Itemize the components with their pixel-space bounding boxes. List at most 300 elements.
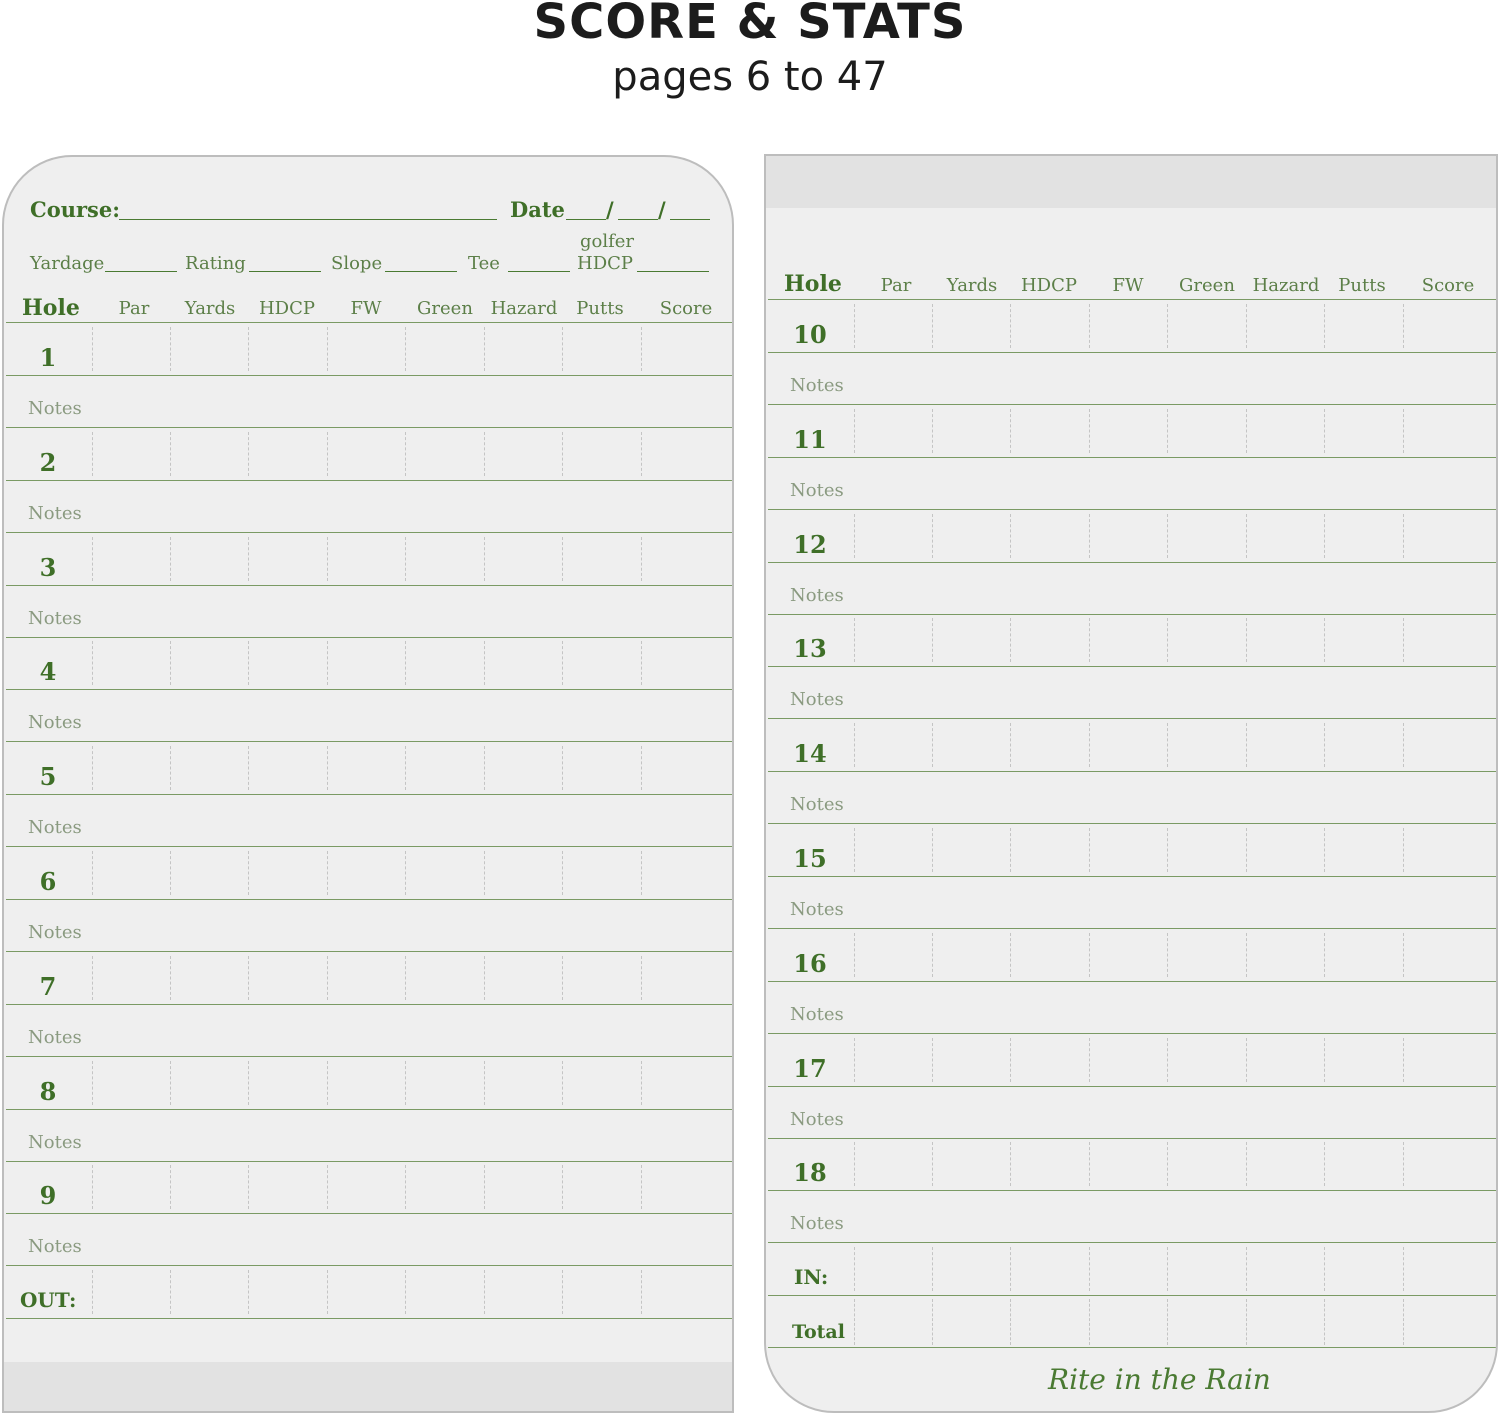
- score-cell-hdcp[interactable]: [1011, 1036, 1088, 1084]
- score-cell-hazard[interactable]: [1247, 826, 1323, 874]
- score-cell-green[interactable]: [1168, 512, 1245, 560]
- score-cell-hdcp[interactable]: [1011, 826, 1088, 874]
- score-cell-par[interactable]: [93, 430, 169, 478]
- page-title: SCORE & STATS: [533, 0, 967, 50]
- tee-field[interactable]: [508, 271, 570, 272]
- notes-field[interactable]: [866, 880, 1486, 926]
- score-cell-par[interactable]: [855, 1036, 931, 1084]
- score-cell-hdcp[interactable]: [1011, 616, 1088, 664]
- score-cell-yards[interactable]: [171, 1163, 247, 1211]
- score-cell-hazard[interactable]: [485, 744, 561, 792]
- score-cell-score[interactable]: [1404, 721, 1493, 769]
- column-header-yards: Yards: [184, 298, 236, 319]
- score-cell-yards[interactable]: [933, 616, 1009, 664]
- yardage-label: Yardage: [30, 253, 105, 274]
- notes-label: Notes: [790, 1003, 844, 1025]
- score-cell-hdcp[interactable]: [249, 430, 326, 478]
- score-cell-yards[interactable]: [171, 639, 247, 687]
- notes-label: Notes: [28, 817, 82, 839]
- notes-field[interactable]: [866, 1194, 1486, 1240]
- score-cell-green[interactable]: [1168, 1140, 1245, 1188]
- row-divider: [768, 876, 1496, 877]
- notes-label: Notes: [28, 1131, 82, 1153]
- score-cell-par[interactable]: [93, 1059, 169, 1107]
- score-cell-fw[interactable]: [328, 639, 404, 687]
- cell-divider: [1403, 1247, 1404, 1291]
- notes-field[interactable]: [104, 1008, 724, 1054]
- hole-number: 5: [39, 762, 57, 792]
- cell-divider: [405, 1270, 406, 1314]
- hole-number: 10: [793, 320, 827, 349]
- row-divider: [768, 666, 1496, 667]
- score-cell-hdcp[interactable]: [249, 535, 326, 583]
- score-cell-green[interactable]: [1168, 1036, 1245, 1084]
- score-cell-yards[interactable]: [933, 1140, 1009, 1188]
- yardage-field[interactable]: [105, 271, 177, 272]
- hole-number: 4: [39, 657, 57, 687]
- hole-number: 14: [793, 739, 827, 769]
- row-divider: [768, 457, 1496, 458]
- score-cell-hazard[interactable]: [485, 430, 561, 478]
- score-cell-hdcp[interactable]: [1011, 512, 1088, 560]
- cell-divider: [484, 1270, 485, 1314]
- score-cell-score[interactable]: [1404, 302, 1493, 350]
- score-cell-green[interactable]: [406, 430, 483, 478]
- notes-label: Notes: [790, 1213, 844, 1235]
- score-cell-hazard[interactable]: [485, 954, 561, 1002]
- column-header-putts: Putts: [576, 298, 624, 319]
- score-cell-score[interactable]: [642, 535, 731, 583]
- score-cell-putts[interactable]: [1325, 721, 1402, 769]
- column-header-score: Score: [1421, 275, 1475, 296]
- row-divider: [6, 532, 734, 533]
- score-cell-green[interactable]: [406, 1059, 483, 1107]
- notes-field[interactable]: [866, 566, 1486, 612]
- cell-divider: [641, 1270, 642, 1314]
- score-cell-score[interactable]: [642, 1059, 731, 1107]
- notes-label: Notes: [790, 375, 844, 396]
- score-cell-putts[interactable]: [563, 744, 640, 792]
- hole-number: 3: [39, 552, 57, 582]
- score-cell-fw[interactable]: [1090, 826, 1166, 874]
- score-cell-hdcp[interactable]: [249, 744, 326, 792]
- hole-number: 13: [793, 634, 827, 664]
- cell-divider: [854, 1299, 855, 1345]
- score-cell-green[interactable]: [1168, 826, 1245, 874]
- hole-number: 12: [793, 529, 827, 559]
- score-cell-par[interactable]: [855, 302, 931, 350]
- column-header-green: Green: [417, 298, 473, 319]
- row-divider: [768, 509, 1496, 510]
- cell-divider: [1089, 1247, 1090, 1291]
- notes-field[interactable]: [104, 589, 724, 635]
- cell-divider: [1403, 1299, 1404, 1345]
- row-divider: [6, 846, 734, 847]
- cell-divider: [932, 1299, 933, 1345]
- score-cell-hdcp[interactable]: [249, 325, 326, 373]
- score-cell-green[interactable]: [1168, 721, 1245, 769]
- row-divider: [768, 718, 1496, 719]
- row-divider: [768, 1138, 1496, 1139]
- date-day-field[interactable]: [618, 219, 658, 220]
- hole-column-header: Hole: [784, 271, 842, 297]
- date-slash: /: [606, 197, 614, 222]
- score-cell-putts[interactable]: [563, 1059, 640, 1107]
- header-divider: [768, 299, 1496, 300]
- cell-divider: [1324, 1247, 1325, 1291]
- score-cell-score[interactable]: [1404, 826, 1493, 874]
- notes-field[interactable]: [104, 903, 724, 949]
- cell-divider: [854, 1247, 855, 1291]
- row-divider: [768, 404, 1496, 405]
- score-cell-par[interactable]: [855, 931, 931, 979]
- score-cell-hdcp[interactable]: [1011, 302, 1088, 350]
- score-cell-par[interactable]: [855, 1140, 931, 1188]
- column-header-hazard: Hazard: [1252, 275, 1320, 296]
- score-cell-fw[interactable]: [1090, 407, 1166, 455]
- date-slash: /: [658, 197, 666, 222]
- cell-divider: [327, 1270, 328, 1314]
- score-cell-par[interactable]: [93, 325, 169, 373]
- cell-divider: [92, 1270, 93, 1314]
- column-header-par: Par: [880, 275, 912, 296]
- score-cell-yards[interactable]: [171, 954, 247, 1002]
- score-cell-score[interactable]: [642, 849, 731, 897]
- score-cell-hazard[interactable]: [1247, 616, 1323, 664]
- hole-number: 11: [793, 424, 827, 454]
- score-cell-fw[interactable]: [328, 1163, 404, 1211]
- score-cell-hdcp[interactable]: [1011, 1140, 1088, 1188]
- hole-number: 2: [39, 447, 57, 477]
- score-cell-yards[interactable]: [171, 744, 247, 792]
- hole-number: 15: [793, 844, 827, 873]
- row-divider: [6, 1056, 734, 1057]
- score-cell-green[interactable]: [406, 954, 483, 1002]
- hole-number: 8: [39, 1076, 57, 1106]
- score-cell-hazard[interactable]: [1247, 721, 1323, 769]
- row-divider: [768, 981, 1496, 982]
- score-cell-hazard[interactable]: [1247, 1036, 1323, 1084]
- cell-divider: [1010, 1299, 1011, 1345]
- score-cell-green[interactable]: [1168, 407, 1245, 455]
- score-cell-par[interactable]: [93, 639, 169, 687]
- score-cell-hdcp[interactable]: [249, 1059, 326, 1107]
- score-cell-green[interactable]: [406, 849, 483, 897]
- cell-divider: [248, 1270, 249, 1314]
- score-cell-putts[interactable]: [1325, 1036, 1402, 1084]
- score-cell-fw[interactable]: [328, 325, 404, 373]
- hole-number: 9: [39, 1181, 57, 1211]
- score-cell-score[interactable]: [642, 325, 731, 373]
- notes-label: Notes: [790, 899, 844, 920]
- score-cell-par[interactable]: [855, 721, 931, 769]
- score-cell-yards[interactable]: [171, 535, 247, 583]
- score-cell-putts[interactable]: [563, 954, 640, 1002]
- column-header-fw: FW: [1112, 275, 1144, 296]
- score-cell-fw[interactable]: [1090, 1036, 1166, 1084]
- score-cell-hazard[interactable]: [485, 639, 561, 687]
- score-cell-fw[interactable]: [328, 849, 404, 897]
- row-divider: [6, 375, 734, 376]
- slope-field[interactable]: [385, 271, 457, 272]
- row-divider: [6, 741, 734, 742]
- score-cell-fw[interactable]: [1090, 302, 1166, 350]
- score-cell-yards[interactable]: [933, 931, 1009, 979]
- score-cell-yards[interactable]: [933, 407, 1009, 455]
- header-divider: [6, 322, 734, 323]
- rating-field[interactable]: [249, 271, 321, 272]
- score-cell-hazard[interactable]: [1247, 931, 1323, 979]
- notes-field[interactable]: [866, 356, 1486, 402]
- cell-divider: [170, 1270, 171, 1314]
- golfer-hdcp-field[interactable]: [637, 271, 709, 272]
- score-cell-score[interactable]: [1404, 931, 1493, 979]
- out-total-label: OUT:: [20, 1288, 77, 1313]
- row-divider: [768, 771, 1496, 772]
- score-cell-fw[interactable]: [328, 954, 404, 1002]
- score-cell-yards[interactable]: [933, 826, 1009, 874]
- score-cell-fw[interactable]: [1090, 1140, 1166, 1188]
- row-divider: [6, 951, 734, 952]
- score-cell-yards[interactable]: [933, 1036, 1009, 1084]
- score-cell-par[interactable]: [855, 616, 931, 664]
- score-cell-yards[interactable]: [171, 430, 247, 478]
- score-cell-hazard[interactable]: [1247, 512, 1323, 560]
- notes-label: Notes: [28, 1236, 82, 1258]
- score-cell-green[interactable]: [1168, 616, 1245, 664]
- row-divider: [6, 1213, 734, 1214]
- score-cell-putts[interactable]: [1325, 512, 1402, 560]
- column-header-hazard: Hazard: [490, 298, 558, 319]
- scorecard-back-page: [764, 154, 1498, 1413]
- bottom-margin-band: [4, 1362, 732, 1413]
- notes-label: Notes: [790, 584, 844, 606]
- rating-label: Rating: [185, 253, 246, 274]
- row-divider: [6, 1109, 734, 1110]
- column-header-fw: FW: [350, 298, 382, 319]
- row-divider: [768, 823, 1496, 824]
- score-cell-fw[interactable]: [328, 535, 404, 583]
- score-cell-par[interactable]: [855, 826, 931, 874]
- score-cell-yards[interactable]: [933, 512, 1009, 560]
- score-cell-hdcp[interactable]: [1011, 931, 1088, 979]
- score-cell-hdcp[interactable]: [249, 639, 326, 687]
- score-cell-putts[interactable]: [563, 535, 640, 583]
- row-divider: [6, 1318, 734, 1319]
- score-cell-green[interactable]: [1168, 302, 1245, 350]
- score-cell-par[interactable]: [855, 512, 931, 560]
- score-cell-fw[interactable]: [1090, 721, 1166, 769]
- score-cell-par[interactable]: [855, 407, 931, 455]
- notes-field[interactable]: [104, 1113, 724, 1159]
- score-cell-hdcp[interactable]: [249, 954, 326, 1002]
- score-cell-yards[interactable]: [171, 849, 247, 897]
- row-divider: [768, 1295, 1496, 1296]
- score-cell-putts[interactable]: [1325, 302, 1402, 350]
- row-divider: [6, 899, 734, 900]
- score-cell-putts[interactable]: [563, 639, 640, 687]
- hole-number: 18: [793, 1158, 827, 1188]
- score-cell-score[interactable]: [642, 1163, 731, 1211]
- row-divider: [768, 562, 1496, 563]
- cell-divider: [1246, 1299, 1247, 1345]
- score-cell-hazard[interactable]: [485, 849, 561, 897]
- cell-divider: [1010, 1247, 1011, 1291]
- date-label: Date: [510, 197, 565, 222]
- cell-divider: [562, 1270, 563, 1314]
- row-divider: [768, 1190, 1496, 1191]
- cell-divider: [932, 1247, 933, 1291]
- row-divider: [6, 794, 734, 795]
- notes-label: Notes: [28, 1026, 82, 1048]
- notes-field[interactable]: [866, 670, 1486, 716]
- score-cell-hazard[interactable]: [1247, 407, 1323, 455]
- score-cell-par[interactable]: [93, 954, 169, 1002]
- course-field[interactable]: [119, 219, 497, 220]
- notes-label: Notes: [28, 398, 82, 419]
- row-divider: [6, 637, 734, 638]
- score-cell-putts[interactable]: [563, 430, 640, 478]
- golfer-label: golfer: [580, 231, 635, 252]
- score-cell-score[interactable]: [1404, 407, 1493, 455]
- score-cell-par[interactable]: [93, 744, 169, 792]
- scorecard-front-page: [2, 155, 734, 1413]
- hole-number: 6: [39, 867, 57, 896]
- row-divider: [768, 928, 1496, 929]
- score-cell-yards[interactable]: [933, 302, 1009, 350]
- score-cell-hdcp[interactable]: [249, 849, 326, 897]
- notes-field[interactable]: [104, 484, 724, 530]
- score-cell-score[interactable]: [642, 639, 731, 687]
- notes-label: Notes: [790, 689, 844, 711]
- row-divider: [6, 1161, 734, 1162]
- notes-field[interactable]: [866, 775, 1486, 821]
- notes-label: Notes: [28, 607, 82, 629]
- row-divider: [6, 427, 734, 428]
- notes-field[interactable]: [866, 1090, 1486, 1136]
- hole-number: 1: [39, 343, 57, 372]
- row-divider: [768, 352, 1496, 353]
- column-header-putts: Putts: [1338, 275, 1386, 296]
- score-cell-fw[interactable]: [1090, 616, 1166, 664]
- score-cell-fw[interactable]: [328, 1059, 404, 1107]
- notes-field[interactable]: [866, 461, 1486, 507]
- row-divider: [768, 614, 1496, 615]
- score-cell-green[interactable]: [406, 325, 483, 373]
- notes-label: Notes: [790, 794, 844, 816]
- score-cell-putts[interactable]: [1325, 931, 1402, 979]
- score-cell-fw[interactable]: [328, 430, 404, 478]
- row-divider: [768, 1033, 1496, 1034]
- cell-divider: [1089, 1299, 1090, 1345]
- notes-field[interactable]: [104, 379, 724, 425]
- column-header-green: Green: [1179, 275, 1235, 296]
- row-divider: [6, 1265, 734, 1266]
- row-divider: [6, 585, 734, 586]
- score-cell-score[interactable]: [1404, 1036, 1493, 1084]
- score-cell-yards[interactable]: [171, 1059, 247, 1107]
- score-cell-score[interactable]: [642, 954, 731, 1002]
- notes-field[interactable]: [104, 798, 724, 844]
- score-cell-score[interactable]: [1404, 1140, 1493, 1188]
- score-cell-score[interactable]: [1404, 616, 1493, 664]
- cell-divider: [1167, 1247, 1168, 1291]
- notes-label: Notes: [790, 479, 844, 501]
- score-cell-hdcp[interactable]: [1011, 407, 1088, 455]
- page-subtitle: pages 6 to 47: [612, 54, 888, 100]
- tee-label: Tee: [468, 253, 500, 274]
- score-cell-putts[interactable]: [563, 1163, 640, 1211]
- score-cell-hazard[interactable]: [485, 1059, 561, 1107]
- column-header-hdcp: HDCP: [258, 298, 315, 319]
- score-cell-green[interactable]: [406, 535, 483, 583]
- notes-label: Notes: [28, 502, 82, 524]
- notes-field[interactable]: [104, 693, 724, 739]
- score-cell-fw[interactable]: [1090, 931, 1166, 979]
- hole-number: 7: [39, 971, 57, 1001]
- score-cell-green[interactable]: [1168, 931, 1245, 979]
- score-cell-hdcp[interactable]: [1011, 721, 1088, 769]
- score-cell-yards[interactable]: [933, 721, 1009, 769]
- row-divider: [6, 480, 734, 481]
- cell-divider: [1324, 1299, 1325, 1345]
- score-cell-score[interactable]: [1404, 512, 1493, 560]
- column-header-hdcp: HDCP: [1020, 275, 1077, 296]
- top-margin-band: [766, 156, 1496, 208]
- cell-divider: [1167, 1299, 1168, 1345]
- notes-field[interactable]: [866, 985, 1486, 1031]
- row-divider: [768, 1347, 1496, 1348]
- score-cell-par[interactable]: [93, 1163, 169, 1211]
- column-header-par: Par: [118, 298, 150, 319]
- score-cell-hazard[interactable]: [485, 325, 561, 373]
- score-cell-hdcp[interactable]: [249, 1163, 326, 1211]
- column-header-yards: Yards: [946, 275, 998, 296]
- score-cell-green[interactable]: [406, 744, 483, 792]
- slope-label: Slope: [331, 253, 383, 274]
- score-cell-score[interactable]: [642, 744, 731, 792]
- date-year-field[interactable]: [670, 219, 710, 220]
- score-cell-fw[interactable]: [328, 744, 404, 792]
- date-month-field[interactable]: [566, 219, 606, 220]
- hole-column-header: Hole: [22, 295, 80, 321]
- score-cell-yards[interactable]: [171, 325, 247, 373]
- score-cell-score[interactable]: [642, 430, 731, 478]
- notes-label: Notes: [28, 922, 82, 943]
- rite-in-the-rain-logo: Rite in the Rain: [1048, 1363, 1271, 1396]
- notes-label: Notes: [28, 712, 82, 734]
- notes-field[interactable]: [104, 1217, 724, 1263]
- grand-total-label: Total: [792, 1321, 845, 1344]
- score-cell-fw[interactable]: [1090, 512, 1166, 560]
- score-cell-hazard[interactable]: [1247, 1140, 1323, 1188]
- score-cell-putts[interactable]: [563, 849, 640, 897]
- score-cell-par[interactable]: [93, 849, 169, 897]
- score-cell-hazard[interactable]: [1247, 302, 1323, 350]
- score-cell-putts[interactable]: [1325, 616, 1402, 664]
- score-cell-putts[interactable]: [1325, 1140, 1402, 1188]
- score-cell-hazard[interactable]: [485, 535, 561, 583]
- score-cell-putts[interactable]: [563, 325, 640, 373]
- score-cell-par[interactable]: [93, 535, 169, 583]
- score-cell-green[interactable]: [406, 639, 483, 687]
- score-cell-hazard[interactable]: [485, 1163, 561, 1211]
- cell-divider: [1246, 1247, 1247, 1291]
- score-cell-putts[interactable]: [1325, 407, 1402, 455]
- score-cell-green[interactable]: [406, 1163, 483, 1211]
- score-cell-putts[interactable]: [1325, 826, 1402, 874]
- notes-label: Notes: [790, 1108, 844, 1130]
